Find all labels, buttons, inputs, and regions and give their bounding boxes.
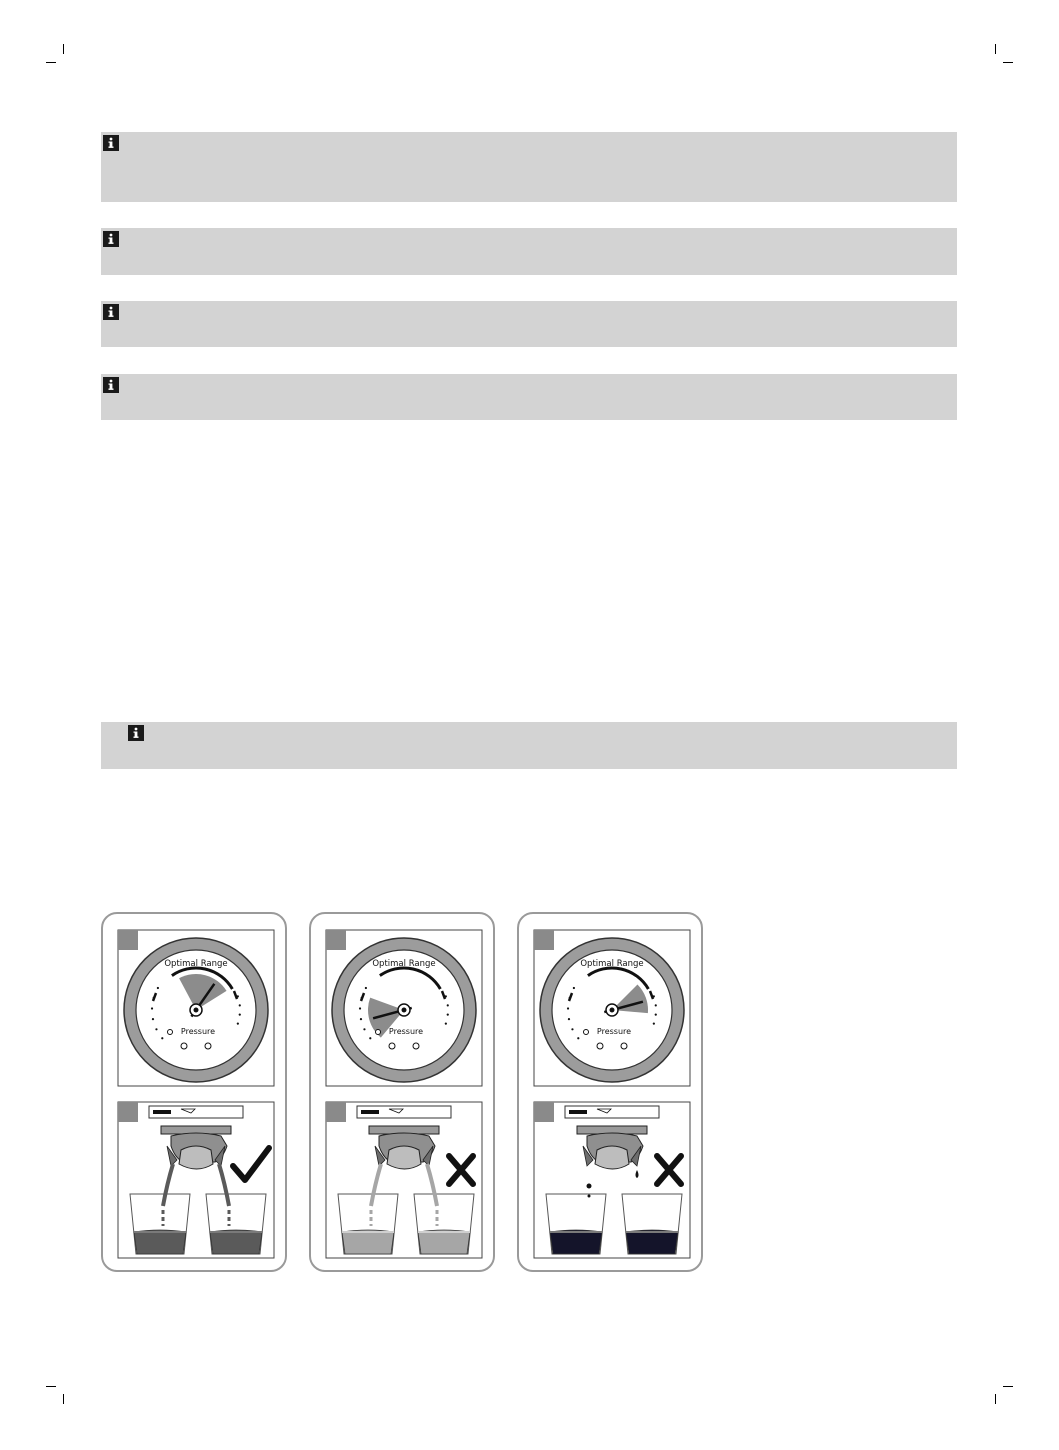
gauge-tick — [155, 1028, 157, 1030]
coffee-drip — [588, 1195, 591, 1198]
panel-illustration — [103, 914, 289, 1274]
pressure-label: Pressure — [596, 1027, 632, 1036]
coffee-fill — [134, 1230, 186, 1254]
illustration-panel-low-pressure — [309, 912, 495, 1272]
optimal-range-label: Optimal Range — [580, 959, 644, 969]
info-icon — [103, 135, 119, 151]
gauge-tick — [567, 1007, 569, 1009]
step-marker — [326, 1102, 346, 1122]
machine-strip-mark — [361, 1110, 379, 1114]
indicator-dot — [389, 1043, 395, 1049]
pressure-label: Pressure — [180, 1027, 216, 1036]
indicator-dot — [597, 1043, 603, 1049]
gauge-tick — [653, 1022, 655, 1024]
portafilter-spout-body — [595, 1146, 629, 1169]
step-marker — [534, 930, 554, 950]
info-icon — [103, 231, 119, 247]
portafilter-spout-body — [387, 1146, 421, 1169]
coffee-fill — [550, 1230, 602, 1254]
gauge-tick — [152, 1018, 154, 1020]
coffee-fill — [210, 1230, 262, 1254]
crop-mark-bottom-left-h — [46, 1386, 56, 1387]
crop-mark-top-right-v — [995, 44, 996, 54]
pressure-label: Pressure — [388, 1027, 424, 1036]
crop-mark-bottom-left-v — [63, 1394, 64, 1404]
crop-mark-bottom-right-v — [995, 1394, 996, 1404]
gauge-tick — [363, 1028, 365, 1030]
crop-mark-top-right-h — [1003, 62, 1013, 63]
gauge-tick — [359, 1007, 361, 1009]
gauge-tick — [447, 1013, 449, 1015]
gauge-tick — [161, 1037, 163, 1039]
crop-mark-top-left-v — [63, 44, 64, 54]
info-note-2 — [101, 228, 957, 275]
gauge-tick — [365, 987, 367, 989]
gauge-tick — [157, 987, 159, 989]
illustration-panel-optimal — [101, 912, 287, 1272]
gauge-tick — [577, 1037, 579, 1039]
indicator-dot — [621, 1043, 627, 1049]
step-marker — [534, 1102, 554, 1122]
step-marker — [326, 930, 346, 950]
crop-mark-top-left-h — [46, 62, 56, 63]
optimal-range-label: Optimal Range — [372, 959, 436, 969]
machine-strip-mark — [569, 1110, 587, 1114]
gauge-tick — [655, 1004, 657, 1006]
portafilter-spout-body — [179, 1146, 213, 1169]
step-marker — [118, 930, 138, 950]
info-icon — [128, 725, 144, 741]
info-note-4 — [101, 374, 957, 420]
panel-illustration — [311, 914, 497, 1274]
info-note-5 — [101, 722, 957, 769]
indicator-dot — [181, 1043, 187, 1049]
gauge-tick — [445, 1022, 447, 1024]
gauge-hub-center — [610, 1008, 615, 1013]
info-note-3 — [101, 301, 957, 347]
gauge-tick — [568, 1018, 570, 1020]
coffee-fill — [626, 1230, 678, 1254]
coffee-fill — [342, 1230, 394, 1254]
gauge-tick — [447, 1004, 449, 1006]
indicator-dot — [168, 1030, 173, 1035]
info-note-1 — [101, 132, 957, 202]
gauge-tick — [151, 1007, 153, 1009]
info-icon — [103, 304, 119, 320]
machine-strip-mark — [153, 1110, 171, 1114]
info-icon — [103, 377, 119, 393]
indicator-dot — [205, 1043, 211, 1049]
panel-illustration — [519, 914, 705, 1274]
indicator-dot — [413, 1043, 419, 1049]
gauge-tick — [571, 1028, 573, 1030]
coffee-drip — [587, 1184, 592, 1189]
gauge-tick — [360, 1018, 362, 1020]
indicator-dot — [584, 1030, 589, 1035]
gauge-hub-center — [194, 1008, 199, 1013]
illustration-panel-high-pressure — [517, 912, 703, 1272]
gauge-tick — [239, 1013, 241, 1015]
gauge-hub-center — [402, 1008, 407, 1013]
gauge-tick — [369, 1037, 371, 1039]
indicator-dot — [376, 1030, 381, 1035]
gauge-tick — [237, 1022, 239, 1024]
gauge-tick — [573, 987, 575, 989]
coffee-fill — [418, 1230, 470, 1254]
crop-mark-bottom-right-h — [1003, 1386, 1013, 1387]
optimal-range-label: Optimal Range — [164, 959, 228, 969]
step-marker — [118, 1102, 138, 1122]
gauge-tick — [239, 1004, 241, 1006]
gauge-tick — [655, 1013, 657, 1015]
